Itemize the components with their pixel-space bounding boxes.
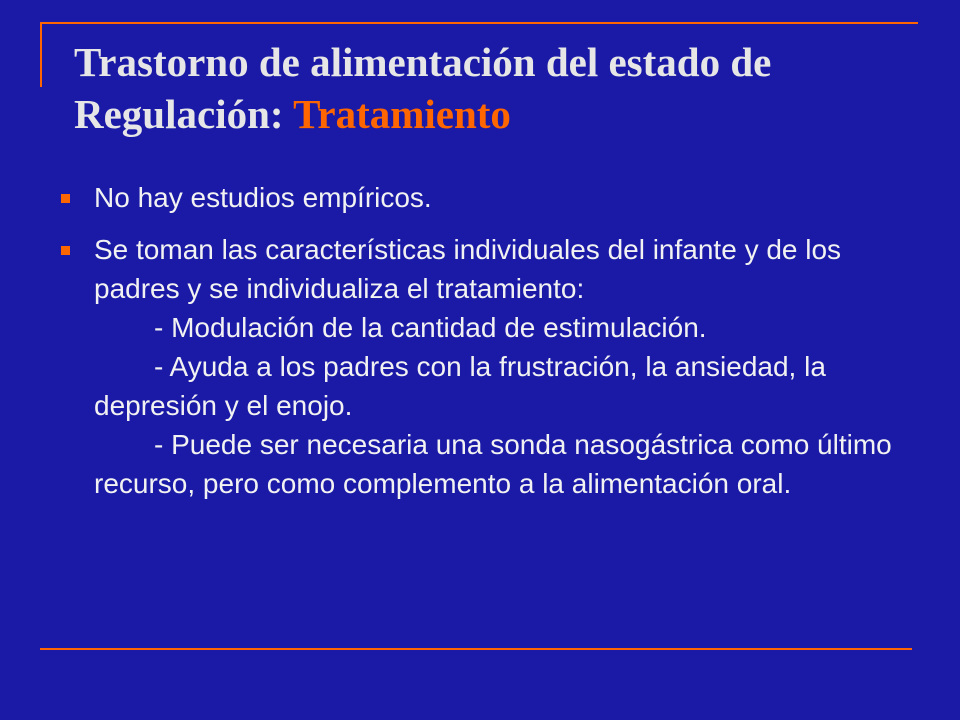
bullet-list <box>58 178 928 516</box>
bullet-item <box>58 230 928 503</box>
bullet-item <box>58 178 928 217</box>
square-bullet-icon <box>61 194 70 203</box>
slide-title-accent: Tratamiento <box>293 91 511 137</box>
bottom-divider-line <box>40 648 912 650</box>
slide-title-main: Trastorno de alimentación del estado de Regulación: <box>74 39 772 137</box>
sub-item: - Puede ser necesaria una sonda nasogástrica como último recurso, pero como complemento a la alimentación oral. <box>94 429 892 499</box>
left-accent-line <box>40 22 42 87</box>
bullet-text: No hay estudios empíricos. <box>94 182 432 213</box>
slide-title <box>74 36 914 140</box>
sub-item: - Modulación de la cantidad de estimulación. <box>154 312 707 343</box>
sub-item: - Ayuda a los padres con la frustración, la ansiedad, la depresión y el enojo. <box>94 351 826 421</box>
top-divider-line <box>40 22 918 24</box>
square-bullet-icon <box>61 246 70 255</box>
bullet-text: Se toman las características individuales del infante y de los padres y se individualiza el tratamiento: <box>94 234 842 304</box>
